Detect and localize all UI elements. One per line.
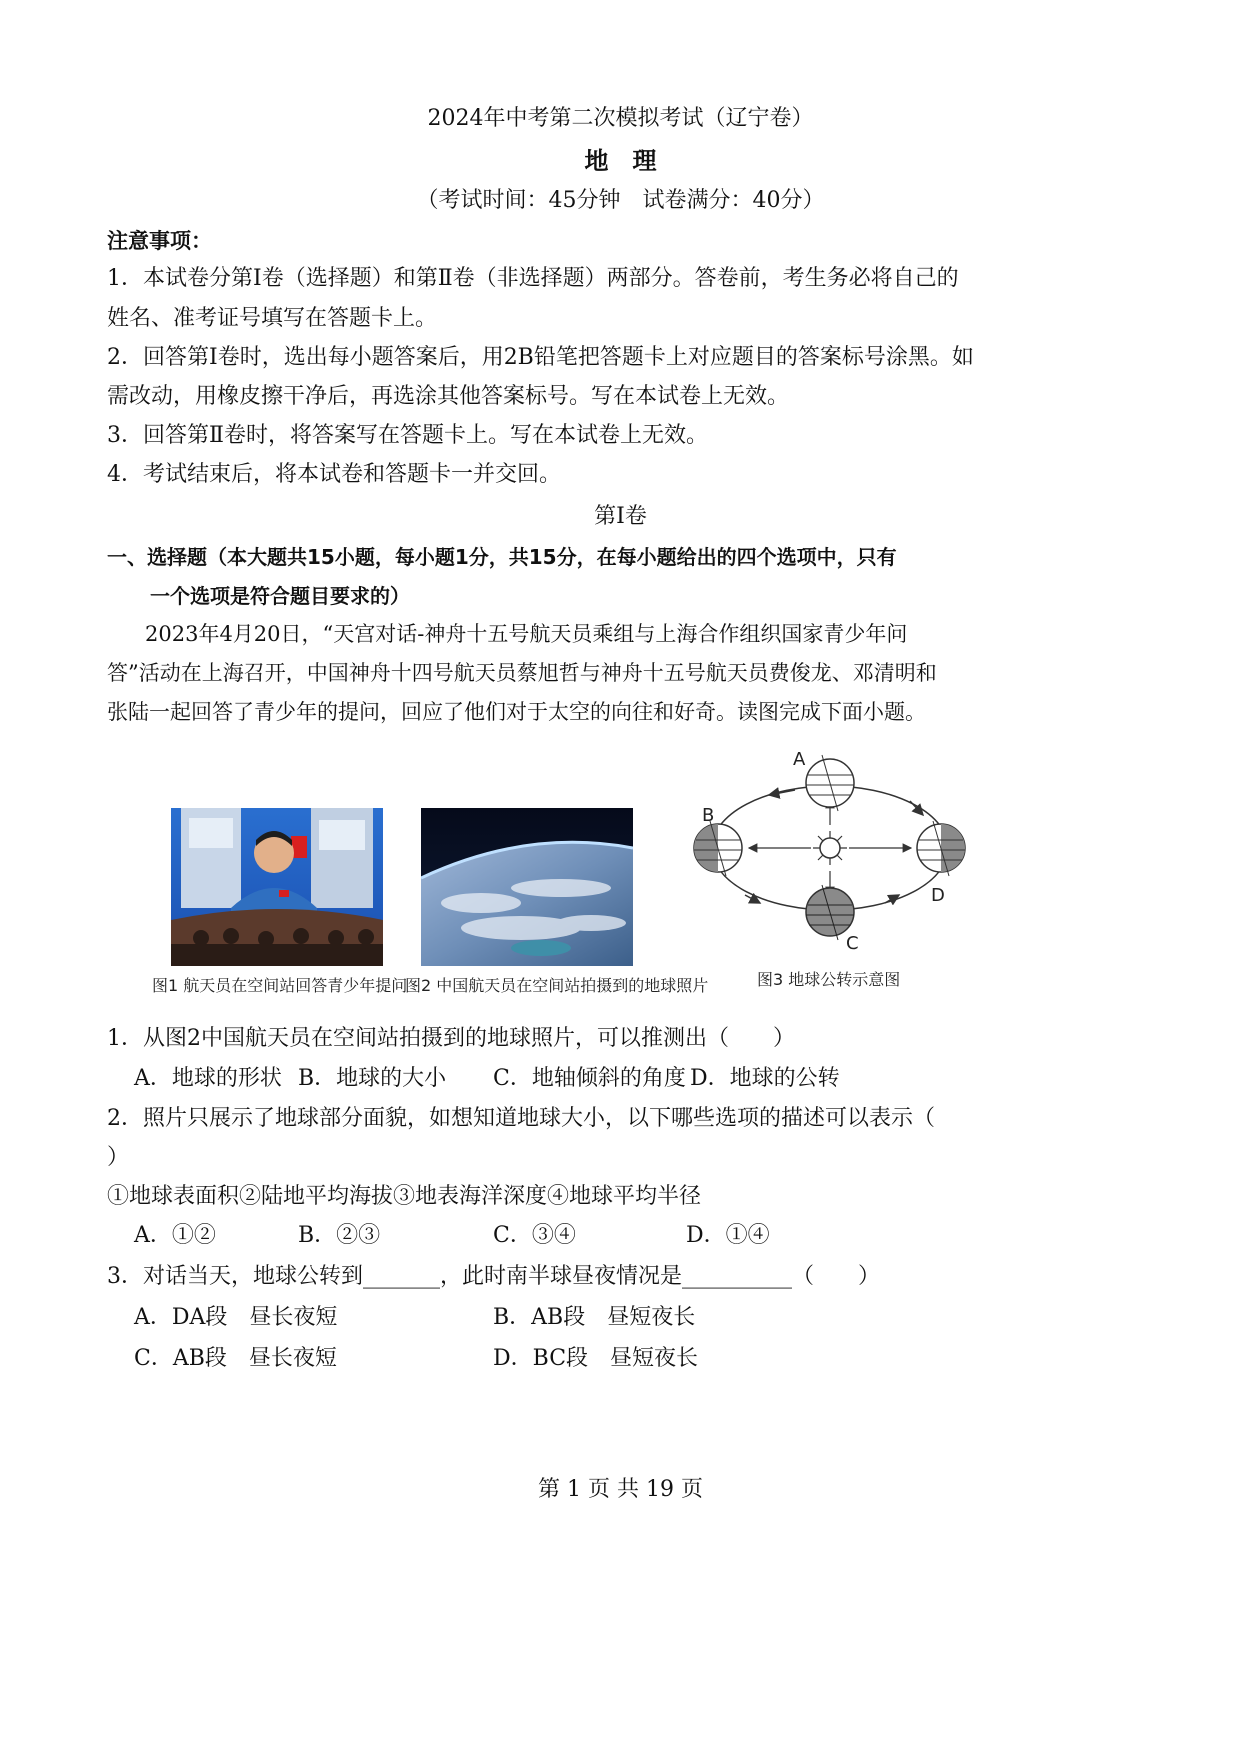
question-2-stem: 2．照片只展示了地球部分面貌，如想知道地球大小，以下哪些选项的描述可以表示（ (107, 1106, 935, 1131)
question-2-items: ①地球表面积②陆地平均海拔③地表海洋深度④地球平均半径 (107, 1184, 702, 1209)
notice-line: 姓名、准考证号填写在答题卡上。 (107, 306, 438, 331)
notice-line: 需改动，用橡皮擦干净后，再选涂其他答案标号。写在本试卷上无效。 (107, 384, 790, 409)
notice-line: 2．回答第Ⅰ卷时，选出每小题答案后，用2B铅笔把答题卡上对应题目的答案标号涂黑。如 (107, 345, 974, 370)
label-d: D (931, 885, 945, 906)
q3-option-b: B．AB段 昼短夜长 (493, 1305, 696, 1330)
exam-title: 2024年中考第二次模拟考试（辽宁卷） (427, 106, 814, 131)
label-c: C (846, 933, 859, 954)
q2-option-b: B．②③ (298, 1223, 381, 1248)
q1-option-d: D．地球的公转 (690, 1066, 840, 1091)
subject-title: 地 理 (584, 146, 657, 175)
question-2-stem-cont: ） (107, 1145, 130, 1170)
revolution-diagram (685, 745, 985, 955)
q3-option-d: D．BC段 昼短夜长 (493, 1346, 699, 1371)
notice-line: 3．回答第Ⅱ卷时，将答案写在答题卡上。写在本试卷上无效。 (107, 423, 708, 448)
q1-option-c: C．地轴倾斜的角度 (493, 1066, 686, 1091)
figure-3-caption: 图3 地球公转示意图 (757, 970, 901, 989)
figure-2-caption: 图2 中国航天员在空间站拍摄到的地球照片 (405, 976, 709, 995)
q1-option-a: A．地球的形状 (134, 1066, 282, 1091)
q2-option-d: D．①④ (686, 1223, 770, 1248)
passage-line: 2023年4月20日，“天宫对话-神舟十五号航天员乘组与上海合作组织国家青少年问 (145, 622, 908, 646)
q3-option-a: A．DA段 昼长夜短 (134, 1305, 338, 1330)
question-3-stem: 3．对话当天，地球公转到_______，此时南半球昼夜情况是__________（ ） (107, 1264, 880, 1289)
section-heading-cont: 一个选项是符合题目要求的） (150, 584, 410, 608)
exam-info: （考试时间：45分钟 试卷满分：40分） (416, 188, 825, 213)
q2-option-c: C．③④ (493, 1223, 576, 1248)
notice-heading: 注意事项： (107, 229, 212, 253)
label-b: B (702, 805, 715, 826)
section-heading: 一、选择题（本大题共15小题，每小题1分，共15分，在每小题给出的四个选项中，只有 (107, 545, 897, 569)
q3-option-c: C．AB段 昼长夜短 (134, 1346, 337, 1371)
earth-photo (421, 808, 633, 966)
label-a: A (793, 749, 806, 770)
q2-option-a: A．①② (134, 1223, 216, 1248)
page-number: 第 1 页 共 19 页 (538, 1477, 703, 1502)
figure-1-caption: 图1 航天员在空间站回答青少年提问 (152, 976, 408, 995)
q1-option-b: B．地球的大小 (298, 1066, 447, 1091)
notice-line: 1．本试卷分第Ⅰ卷（选择题）和第Ⅱ卷（非选择题）两部分。答卷前，考生务必将自己的 (107, 266, 959, 291)
astronaut-photo (171, 808, 383, 966)
passage-line: 张陆一起回答了青少年的提问，回应了他们对于太空的向往和好奇。读图完成下面小题。 (107, 700, 926, 724)
passage-line: 答”活动在上海召开，中国神舟十四号航天员蔡旭哲与神舟十五号航天员费俊龙、邓清明和 (107, 661, 937, 685)
question-1-stem: 1．从图2中国航天员在空间站拍摄到的地球照片，可以推测出（ ） (107, 1026, 795, 1051)
notice-line: 4．考试结束后，将本试卷和答题卡一并交回。 (107, 462, 561, 487)
volume-title: 第Ⅰ卷 (594, 504, 647, 529)
